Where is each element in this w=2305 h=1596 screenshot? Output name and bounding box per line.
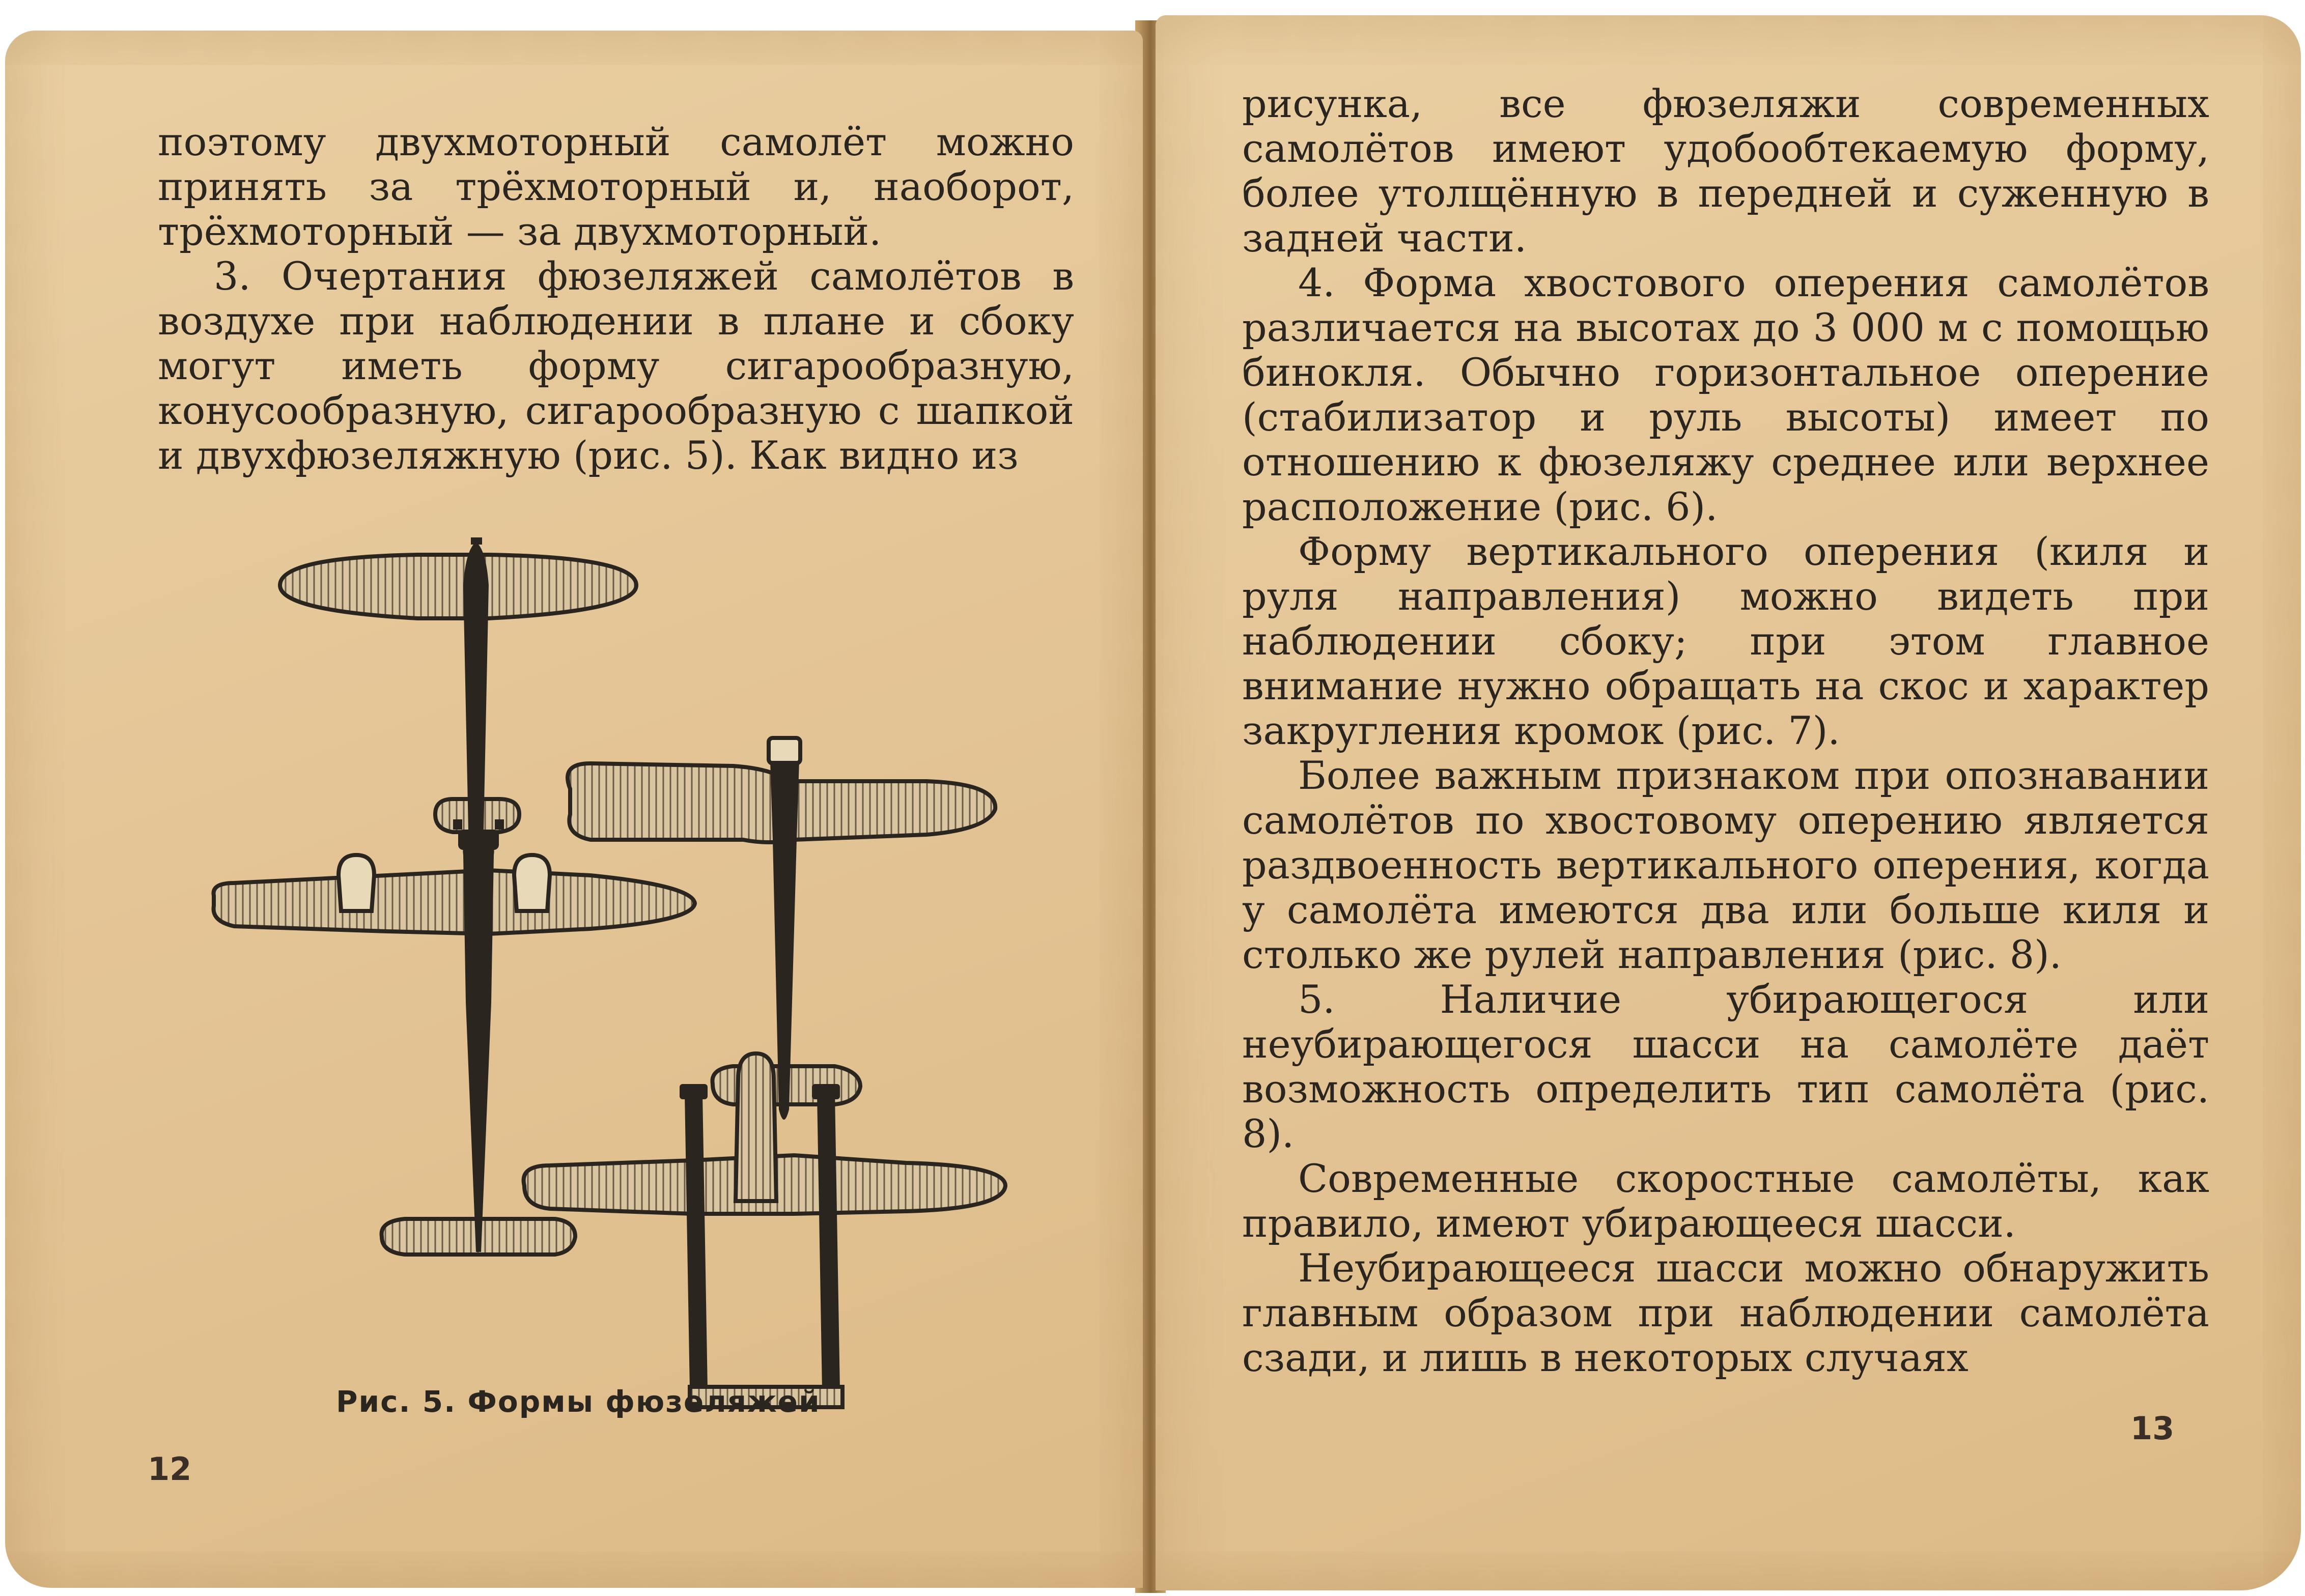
twin-boom-plane-icon (524, 1053, 1005, 1407)
right-paragraph-3: Форму вертикального оперения (киля и руля направления) можно видеть при наблюдении сбоку; при этом главное внимание нужно обращать на скос и характер закругления кромок (рис. 7). (1242, 529, 2209, 753)
page-number-left: 12 (148, 1450, 192, 1488)
right-paragraph-4: Более важным признаком при опознавании самолётов по хвостовому оперению является раздвоенность вертикального оперения, когда у самолёта имеются два или больше киля и столько же рулей направления (рис. 8). (1242, 753, 2209, 977)
fuselage-forms-figure (204, 504, 1018, 1420)
right-paragraph-2: 4. Форма хвостового оперения самолётов различается на высотах до 3 000 м с помощью бинокля. Обычно горизонтальное оперение (стабилизатор и руль высоты) имеет по отношению к фюзеляжу среднее или верхнее расположение (рис. 6). (1242, 260, 2209, 529)
figure-caption: Рис. 5. Формы фюзеляжей (336, 1384, 821, 1419)
right-paragraph-1: рисунка, все фюзеляжи современных самолётов имеют удобообтекаемую форму, более утолщённую в передней и суженную в задней части. (1242, 81, 2209, 261)
left-paragraph-1: поэтому двухмоторный самолёт можно принять за трёхмоторный и, наоборот, трёхмоторный — за двухмоторный. (158, 119, 1074, 254)
cone-fuselage-plane-icon (568, 738, 995, 1120)
right-paragraph-6: Современные скоростные самолёты, как правило, имеют убирающееся шасси. (1242, 1156, 2209, 1246)
right-paragraph-7: Неубирающееся шасси можно обнаружить главным образом при наблюдении самолёта сзади, и лишь в некоторых случаях (1242, 1245, 2209, 1380)
left-page-text (158, 120, 1074, 478)
left-paragraph-2: 3. Очертания фюзеляжей самолётов в воздухе при наблюдении в плане и сбоку могут иметь форму сигарообразную, конусообразную, сигарообразную с шапкой и двухфюзеляжную (рис. 5). Как видно из (158, 253, 1074, 478)
left-page (5, 31, 1143, 1588)
right-page (1156, 15, 2301, 1590)
right-paragraph-5: 5. Наличие убирающегося или неубирающегося шасси на самолёте даёт возможность определить тип самолёта (рис. 8). (1242, 977, 2209, 1156)
page-number-right: 13 (2130, 1410, 2175, 1447)
right-page-text (1242, 81, 2209, 1380)
